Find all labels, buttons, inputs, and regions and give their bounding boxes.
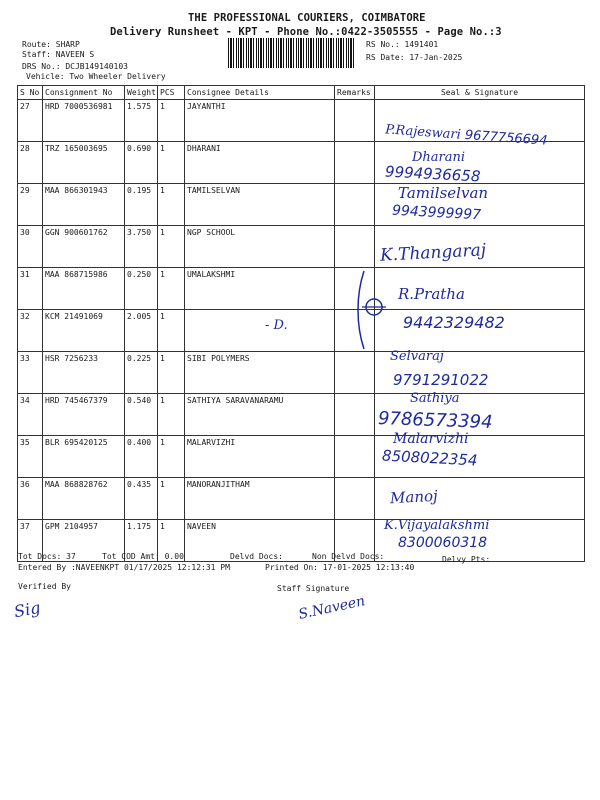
table-row [18,226,585,268]
cell-sno: 30 [18,226,43,268]
cell-sno: 32 [18,310,43,352]
rs-date: RS Date: 17-Jan-2025 [366,53,463,62]
staff-signature-label: Staff Signature [277,584,350,593]
cell-consignment: HRD 745467379 [43,394,125,436]
table-row [18,478,585,520]
handwritten-phone: 9994936658 [384,162,481,186]
verified-by-label: Verified By [18,582,71,591]
cell-remarks [335,184,375,226]
cell-pcs: 1 [158,394,185,436]
col-header-consignment: Consignment No [43,86,125,100]
cell-sno: 34 [18,394,43,436]
handwritten-phone: 9943999997 [391,202,482,224]
cell-consignee: NAVEEN [185,520,335,562]
handwritten-phone: 8300060318 [398,535,488,551]
cell-pcs: 1 [158,478,185,520]
cell-pcs: 1 [158,352,185,394]
cell-remarks [335,394,375,436]
cell-pcs: 1 [158,184,185,226]
non-delivered-docs: Non Delvd Docs: [312,552,385,561]
cell-consignment: MAA 866301943 [43,184,125,226]
total-docs: Tot Docs: 37 [18,552,76,561]
cell-consignment: TRZ 165003695 [43,142,125,184]
cell-remarks [335,436,375,478]
cell-pcs: 1 [158,100,185,142]
handwritten-signature: Manoj [389,486,439,508]
cell-pcs: 1 [158,520,185,562]
cell-sno: 35 [18,436,43,478]
cell-consignee: MANORANJITHAM [185,478,335,520]
col-header-consignee: Consignee Details [185,86,335,100]
cell-pcs: 1 [158,310,185,352]
company-title: THE PROFESSIONAL COURIERS, COIMBATORE [188,12,426,24]
cell-sno: 28 [18,142,43,184]
cell-sno: 29 [18,184,43,226]
cell-weight: 0.540 [125,394,158,436]
col-header-remarks: Remarks [335,86,375,100]
cell-weight: 2.005 [125,310,158,352]
route-label: Route: SHARP [22,40,80,49]
cell-consignee: JAYANTHI [185,100,335,142]
cell-consignee [185,310,335,352]
cell-sno: 33 [18,352,43,394]
cell-remarks [335,226,375,268]
rs-number: RS No.: 1491401 [366,40,439,49]
staff-label: Staff: NAVEEN S [22,50,95,59]
table-row [18,394,585,436]
handwritten-signature: Malarvizhi [393,431,469,447]
table-row [18,436,585,478]
handwritten-phone: 8508022354 [381,446,478,470]
handwritten-mark: - D. [265,318,288,333]
cell-weight: 0.690 [125,142,158,184]
cell-weight: 1.175 [125,520,158,562]
cell-consignment: GPM 2104957 [43,520,125,562]
cell-pcs: 1 [158,226,185,268]
handwritten-bracket-mark [352,265,392,355]
cell-consignee: MALARVIZHI [185,436,335,478]
table-row [18,352,585,394]
cell-sno: 31 [18,268,43,310]
delivered-docs: Delvd Docs: [230,552,283,561]
cell-consignee: UMALAKSHMI [185,268,335,310]
cell-remarks [335,478,375,520]
cell-consignment: GGN 900601762 [43,226,125,268]
handwritten-signature: K.Vijayalakshmi [384,518,490,533]
col-header-sno: S No [18,86,43,100]
cell-weight: 1.575 [125,100,158,142]
cell-consignment: HSR 7256233 [43,352,125,394]
cell-remarks [335,142,375,184]
handwritten-phone: 9791291022 [393,371,489,389]
cell-consignment: MAA 868715986 [43,268,125,310]
entered-by: Entered By :NAVEENKPT 01/17/2025 12:12:31 PM [18,563,230,572]
cell-consignee: SATHIYA SARAVANARAMU [185,394,335,436]
handwritten-signature: Tamilselvan [398,184,489,202]
col-header-pcs: PCS [158,86,185,100]
vehicle-label: Vehicle: Two Wheeler Delivery [26,72,166,81]
table-row [18,142,585,184]
cell-consignment: BLR 695420125 [43,436,125,478]
table-row [18,268,585,310]
cell-weight: 0.195 [125,184,158,226]
col-header-signature: Seal & Signature [375,86,585,100]
handwritten-signature: K.Thangaraj [379,240,487,266]
cell-remarks [335,100,375,142]
cell-weight: 0.400 [125,436,158,478]
table-row [18,184,585,226]
cell-sno: 37 [18,520,43,562]
cell-sno: 27 [18,100,43,142]
col-header-weight: Weight [125,86,158,100]
delivery-points: Delvy Pts: [442,555,491,564]
cell-consignment: HRD 7000536981 [43,100,125,142]
staff-signature: S.Naveen [297,593,367,623]
total-cod-amount: Tot COD Amt: 0.00 [102,552,184,561]
handwritten-phone: 9786573394 [377,408,493,433]
cell-consignee: TAMILSELVAN [185,184,335,226]
drs-number: DRS No.: DCJB149140103 [22,62,128,71]
cell-remarks [335,352,375,394]
handwritten-signature: R.Pratha [398,285,465,303]
cell-sno: 36 [18,478,43,520]
handwritten-signature: Selvaraj [390,349,444,364]
cell-consignee: SIBI POLYMERS [185,352,335,394]
handwritten-signature: Dharani [412,150,466,165]
cell-weight: 0.250 [125,268,158,310]
verified-signature: Sig [12,597,42,622]
cell-consignee: NGP SCHOOL [185,226,335,268]
table-header-row [18,86,585,100]
handwritten-phone: 9442329482 [403,313,505,332]
cell-weight: 0.225 [125,352,158,394]
runsheet-subtitle: Delivery Runsheet - KPT - Phone No.:0422-3505555 - Page No.:3 [110,26,502,38]
cell-consignment: KCM 21491069 [43,310,125,352]
cell-weight: 0.435 [125,478,158,520]
cell-pcs: 1 [158,436,185,478]
cell-pcs: 1 [158,142,185,184]
cell-pcs: 1 [158,268,185,310]
cell-consignment: MAA 868828762 [43,478,125,520]
handwritten-signature: P.Rajeswari 9677756694 [384,122,548,149]
handwritten-signature: Sathiya [410,391,460,406]
cell-weight: 3.750 [125,226,158,268]
cell-consignee: DHARANI [185,142,335,184]
barcode-image [228,38,356,68]
printed-on: Printed On: 17-01-2025 12:13:40 [265,563,415,572]
